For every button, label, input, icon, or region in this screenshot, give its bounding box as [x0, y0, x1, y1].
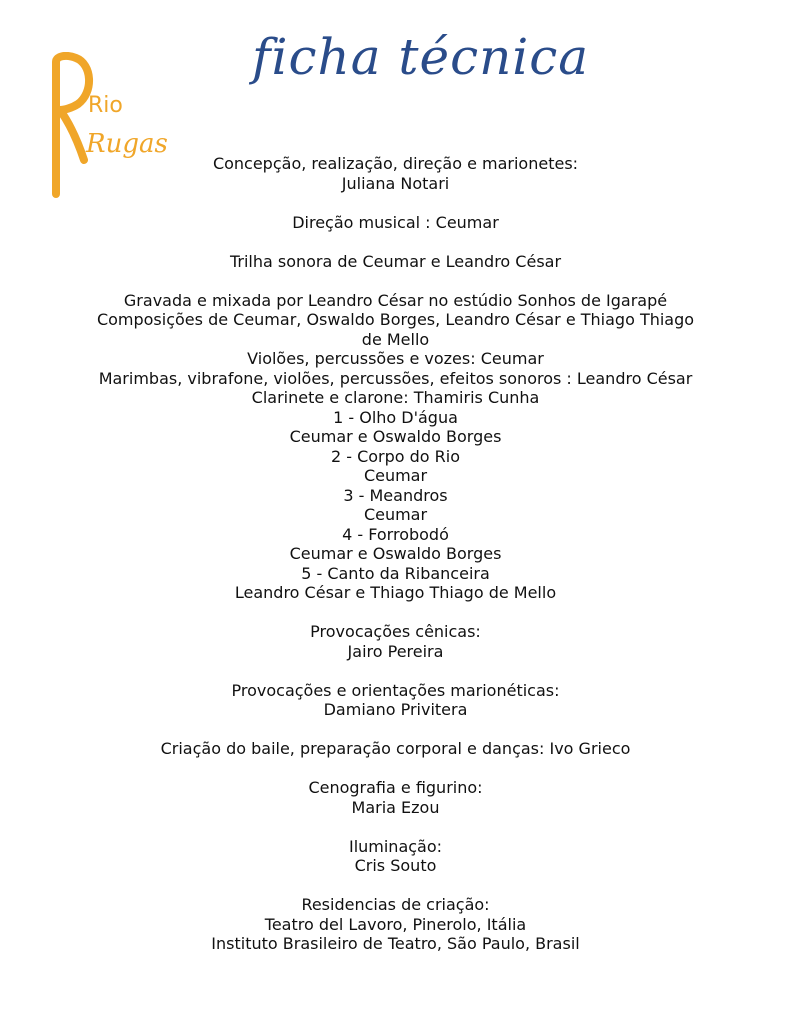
credit-line: Leandro César e Thiago Thiago de Mello	[234, 583, 557, 602]
credit-line: Composições de Ceumar, Oswaldo Borges, Leandro César e Thiago Thiago de Mello	[96, 310, 695, 349]
credit-block	[0, 895, 791, 954]
credit-block	[0, 739, 791, 759]
credit-line: Ceumar	[363, 466, 428, 485]
credit-line: Provocações cênicas:	[310, 622, 481, 641]
logo-word-rio: Rio	[88, 93, 123, 118]
credit-line: 5 - Canto da Ribanceira	[301, 563, 490, 583]
credit-line: Residencias de criação:	[301, 895, 490, 914]
credits-list	[0, 154, 791, 954]
page-title: ficha técnica	[252, 28, 590, 86]
credit-line: Ceumar e Oswaldo Borges	[289, 427, 502, 446]
credit-block	[0, 213, 791, 233]
credit-block	[0, 154, 791, 193]
credit-line: Teatro del Lavoro, Pinerolo, Itália	[264, 914, 527, 934]
credit-line: Clarinete e clarone: Thamiris Cunha	[251, 388, 540, 407]
credit-line: Jairo Pereira	[347, 641, 444, 661]
credit-line: Provocações e orientações marionéticas:	[231, 680, 560, 700]
credit-block	[0, 622, 791, 661]
credit-line: Cris Souto	[354, 856, 437, 875]
logo-word-rugas: Rugas	[86, 129, 168, 159]
credit-line: Instituto Brasileiro de Teatro, São Paulo, Brasil	[211, 934, 580, 953]
credit-line: 2 - Corpo do Rio	[330, 446, 461, 466]
credit-block	[0, 837, 791, 876]
credit-line: Violões, percussões e vozes: Ceumar	[247, 349, 544, 368]
credit-line: Criação do baile, preparação corporal e danças: Ivo Grieco	[160, 739, 631, 758]
credit-block	[0, 778, 791, 817]
credit-line: Ceumar e Oswaldo Borges	[289, 544, 502, 563]
credit-line: Cenografia e figurino:	[308, 778, 483, 797]
credit-line: Direção musical : Ceumar	[292, 212, 499, 232]
credit-line: Marimbas, vibrafone, violões, percussões, efeitos sonoros : Leandro César	[98, 368, 693, 388]
credit-line: Damiano Privitera	[323, 700, 468, 719]
credit-block	[0, 681, 791, 720]
credit-line: Iluminação:	[348, 836, 443, 856]
credit-line: Trilha sonora de Ceumar e Leandro César	[229, 251, 562, 271]
credit-line: Concepção, realização, direção e marionetes:	[212, 154, 579, 173]
credit-block	[0, 291, 791, 603]
credit-line: Maria Ezou	[351, 797, 440, 817]
credit-block	[0, 252, 791, 272]
credit-line: Gravada e mixada por Leandro César no estúdio Sonhos de Igarapé	[123, 290, 668, 310]
credit-line: 3 - Meandros	[343, 485, 448, 505]
credit-line: Juliana Notari	[341, 173, 450, 193]
credit-line: Ceumar	[363, 505, 428, 524]
credit-line: 4 - Forrobodó	[342, 524, 449, 544]
credit-line: 1 - Olho D'água	[333, 407, 458, 427]
